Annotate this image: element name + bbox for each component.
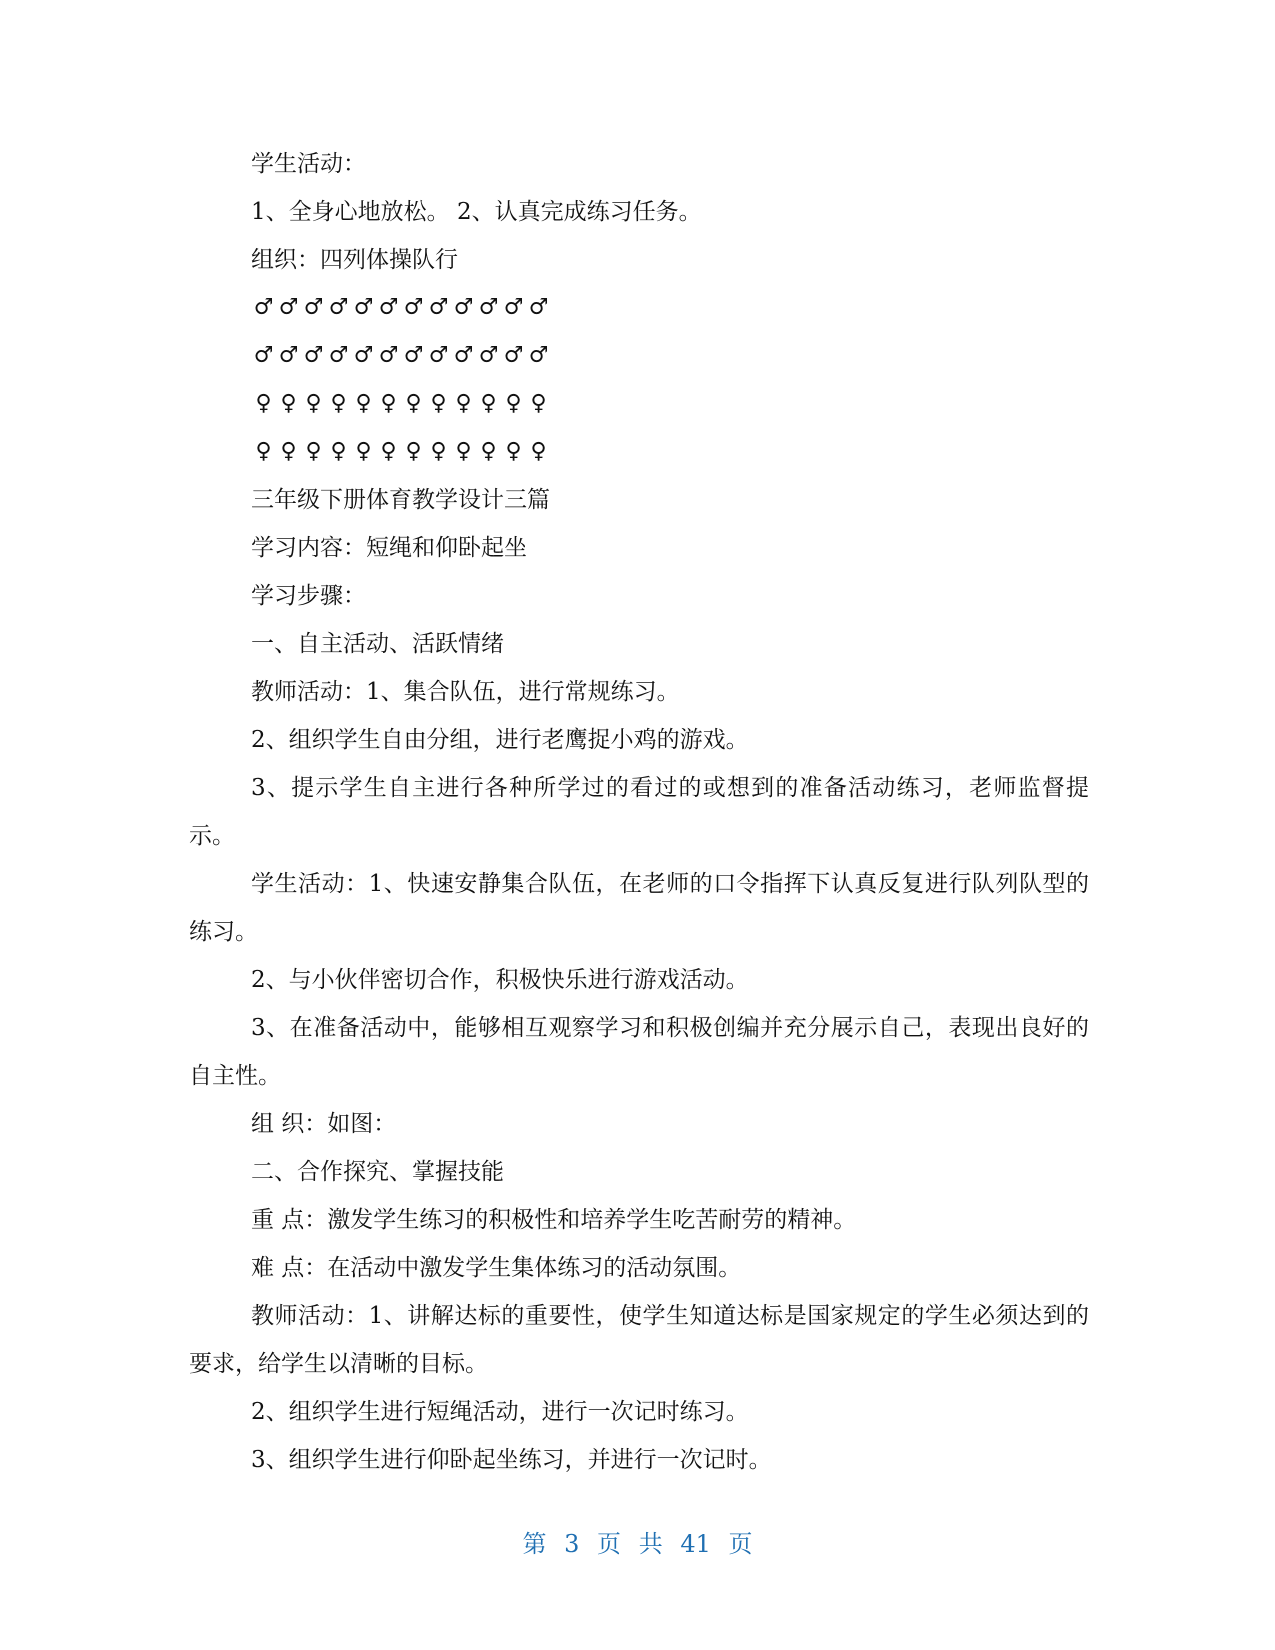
male-symbol-icon: ♂ xyxy=(378,295,399,320)
female-symbol-icon: ♀ xyxy=(305,439,322,464)
paragraph: 组 织：如图： xyxy=(251,1111,397,1137)
female-symbol-icon: ♀ xyxy=(505,439,522,464)
formation-diagram xyxy=(189,284,1089,476)
paragraph: 2、组织学生自由分组，进行老鹰捉小鸡的游戏。 xyxy=(251,727,749,753)
step-heading: 一、自主活动、活跃情绪 xyxy=(251,631,504,657)
female-symbol-icon: ♀ xyxy=(430,439,447,464)
male-symbol-icon: ♂ xyxy=(278,343,299,368)
footer-label: 第 xyxy=(522,1530,547,1558)
footer-label: 页 xyxy=(597,1530,622,1558)
footer-label: 页 xyxy=(728,1530,753,1558)
male-symbol-icon: ♂ xyxy=(353,295,374,320)
female-symbol-icon: ♀ xyxy=(505,391,522,416)
paragraph: 教师活动：1、集合队伍，进行常规练习。 xyxy=(251,679,680,705)
female-symbol-icon: ♀ xyxy=(380,391,397,416)
female-symbol-icon: ♀ xyxy=(280,439,297,464)
male-symbol-icon: ♂ xyxy=(503,343,524,368)
male-symbol-icon: ♂ xyxy=(328,343,349,368)
paragraph: 3、组织学生进行仰卧起坐练习，并进行一次记时。 xyxy=(251,1447,772,1473)
male-symbol-icon: ♂ xyxy=(353,343,374,368)
formation-row-female xyxy=(189,380,1089,428)
male-symbol-icon: ♂ xyxy=(253,343,274,368)
female-symbol-icon: ♀ xyxy=(330,439,347,464)
female-symbol-icon: ♀ xyxy=(455,391,472,416)
male-symbol-icon: ♂ xyxy=(528,343,549,368)
male-symbol-icon: ♂ xyxy=(478,343,499,368)
female-symbol-icon: ♀ xyxy=(405,439,422,464)
page-footer xyxy=(0,1528,1275,1560)
female-symbol-icon: ♀ xyxy=(380,439,397,464)
paragraph: 学习内容：短绳和仰卧起坐 xyxy=(251,535,527,561)
paragraph: 2、组织学生进行短绳活动，进行一次记时练习。 xyxy=(251,1399,749,1425)
male-symbol-icon: ♂ xyxy=(278,295,299,320)
male-symbol-icon: ♂ xyxy=(253,295,274,320)
female-symbol-icon: ♀ xyxy=(255,439,272,464)
section-title: 三年级下册体育教学设计三篇 xyxy=(251,487,550,513)
formation-row-male xyxy=(189,332,1089,380)
male-symbol-icon: ♂ xyxy=(403,343,424,368)
male-symbol-icon: ♂ xyxy=(453,343,474,368)
male-symbol-icon: ♂ xyxy=(428,295,449,320)
paragraph: 重 点：激发学生练习的积极性和培养学生吃苦耐劳的精神。 xyxy=(251,1207,857,1233)
female-symbol-icon: ♀ xyxy=(330,391,347,416)
paragraph: 学习步骤： xyxy=(251,583,366,609)
female-symbol-icon: ♀ xyxy=(405,391,422,416)
male-symbol-icon: ♂ xyxy=(503,295,524,320)
female-symbol-icon: ♀ xyxy=(430,391,447,416)
footer-current-page: 3 xyxy=(564,1530,580,1558)
formation-row-female xyxy=(189,428,1089,476)
footer-total-pages: 41 xyxy=(680,1530,711,1558)
formation-row-male xyxy=(189,284,1089,332)
male-symbol-icon: ♂ xyxy=(453,295,474,320)
paragraph: 3、在准备活动中，能够相互观察学习和积极创编并充分展示自己，表现出良好的自主性。 xyxy=(189,1015,1089,1089)
paragraph: 3、提示学生自主进行各种所学过的看过的或想到的准备活动练习，老师监督提示。 xyxy=(189,775,1089,849)
female-symbol-icon: ♀ xyxy=(455,439,472,464)
step-heading: 二、合作探究、掌握技能 xyxy=(251,1159,504,1185)
female-symbol-icon: ♀ xyxy=(480,391,497,416)
male-symbol-icon: ♂ xyxy=(528,295,549,320)
male-symbol-icon: ♂ xyxy=(478,295,499,320)
male-symbol-icon: ♂ xyxy=(428,343,449,368)
female-symbol-icon: ♀ xyxy=(305,391,322,416)
paragraph: 组织：四列体操队行 xyxy=(251,247,458,273)
paragraph: 1、全身心地放松。 2、认真完成练习任务。 xyxy=(251,199,702,225)
footer-label: 共 xyxy=(638,1530,663,1558)
female-symbol-icon: ♀ xyxy=(255,391,272,416)
document-body xyxy=(189,140,1089,1484)
female-symbol-icon: ♀ xyxy=(355,391,372,416)
female-symbol-icon: ♀ xyxy=(280,391,297,416)
paragraph: 教师活动：1、讲解达标的重要性，使学生知道达标是国家规定的学生必须达到的要求，给学生以清晰的目标。 xyxy=(189,1303,1089,1377)
paragraph: 2、与小伙伴密切合作，积极快乐进行游戏活动。 xyxy=(251,967,749,993)
paragraph: 学生活动：1、快速安静集合队伍，在老师的口令指挥下认真反复进行队列队型的练习。 xyxy=(189,871,1089,945)
female-symbol-icon: ♀ xyxy=(530,439,547,464)
male-symbol-icon: ♂ xyxy=(328,295,349,320)
paragraph: 难 点：在活动中激发学生集体练习的活动氛围。 xyxy=(251,1255,742,1281)
male-symbol-icon: ♂ xyxy=(403,295,424,320)
male-symbol-icon: ♂ xyxy=(303,343,324,368)
female-symbol-icon: ♀ xyxy=(480,439,497,464)
female-symbol-icon: ♀ xyxy=(355,439,372,464)
paragraph: 学生活动： xyxy=(251,151,366,177)
female-symbol-icon: ♀ xyxy=(530,391,547,416)
male-symbol-icon: ♂ xyxy=(378,343,399,368)
male-symbol-icon: ♂ xyxy=(303,295,324,320)
